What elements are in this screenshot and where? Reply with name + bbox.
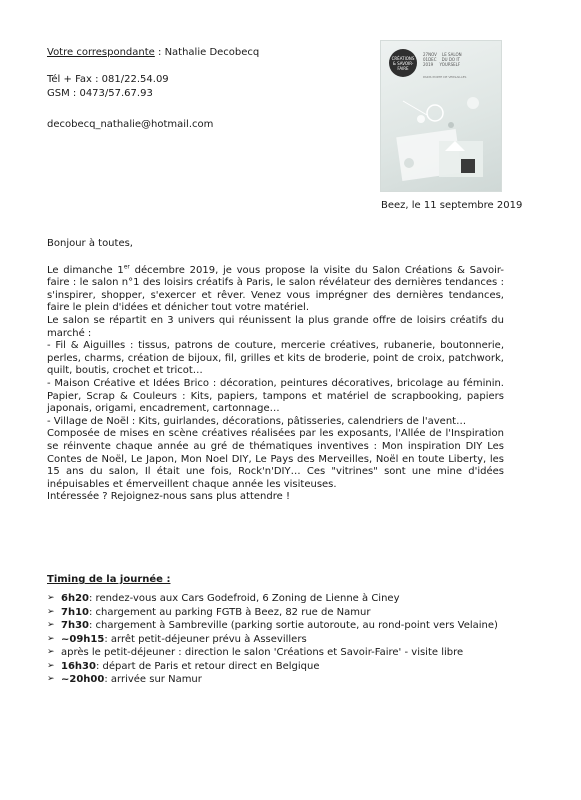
intro-text-rest: décembre 2019, je vous propose la visite du Salon Créations & Savoir-faire : le salon n°1 des loisirs créatifs à Paris, le salon révélateur des dernières tendances : s'inspirer, shopper, s'exercer et rêver. Venez vous imprégner des dernières tendances, faire le plein d'idées et dénicher tout votre matériel. xyxy=(47,264,504,314)
arrow-icon: ➢ xyxy=(47,633,55,644)
phone-fax: Tél + Fax : 081/22.54.09 xyxy=(47,74,169,85)
timing-time: 7h30 xyxy=(61,620,89,631)
correspondent-line xyxy=(47,46,259,59)
poster-subtitle: PARIS PORTE DE VERSAILLES xyxy=(423,75,467,79)
arrow-icon: ➢ xyxy=(47,647,55,657)
arrow-icon: ➢ xyxy=(47,606,55,617)
timing-item xyxy=(47,633,517,647)
timing-item xyxy=(47,660,517,674)
arrow-icon: ➢ xyxy=(47,620,55,630)
email-address: decobecq_nathalie@hotmail.com xyxy=(47,119,214,130)
timing-text: après le petit-déjeuner : direction le salon 'Créations et Savoir-Faire' - visite libre xyxy=(61,647,464,658)
allee-inspiration-paragraph: Composée de mises en scène créatives réalisées par les exposants, l'Allée de l'Inspiration se réinvente chaque année au gré de thématiques inventives : Mon inspiration DIY Les Contes de Noël, Le Japon, Mon Noel DIY, Le Pays des Merveilles, Noël en toute Liberty, les 15 ans du salon, Il était une fois, Rock'n'DIY… Ces "vitrines" sont une mine d'idées inépuisables et émerveillent chaque année les visiteuses. xyxy=(47,428,504,490)
salon-logo-text: CRÉATIONS & SAVOIR-FAIRE xyxy=(391,55,415,71)
letter-body xyxy=(47,238,504,504)
intro-text-start: Le dimanche 1 xyxy=(47,264,124,276)
univers-paragraph: Le salon se répartit en 3 univers qui réunissent la plus grande offre de loisirs créatifs du marché : xyxy=(47,314,504,339)
timing-item xyxy=(47,673,517,687)
timing-text: : arrêt petit-déjeuner prévu à Assevillers xyxy=(104,633,307,645)
timing-text: : chargement au parking FGTB à Beez, 82 rue de Namur xyxy=(89,606,371,618)
timing-list xyxy=(47,592,517,687)
timing-time: ~09h15 xyxy=(61,633,105,645)
correspondent-label: Votre correspondante xyxy=(47,47,155,58)
arrow-icon: ➢ xyxy=(47,674,55,684)
timing-item xyxy=(47,592,517,606)
timing-text: : rendez-vous aux Cars Godefroid, 6 Zoning de Lienne à Ciney xyxy=(89,593,400,604)
timing-title: Timing de la journée : xyxy=(47,574,171,585)
timing-text: : départ de Paris et retour direct en Belgique xyxy=(95,660,320,672)
timing-item xyxy=(47,646,517,660)
timing-time: 7h10 xyxy=(61,606,89,618)
intro-superscript: er xyxy=(123,263,130,271)
closing-line: Intéressée ? Rejoignez-nous sans plus attendre ! xyxy=(47,491,290,503)
timing-text: : arrivée sur Namur xyxy=(104,674,202,685)
correspondent-separator: : xyxy=(154,47,165,58)
place-date: Beez, le 11 septembre 2019 xyxy=(381,200,523,211)
timing-time: 6h20 xyxy=(61,593,89,604)
intro-paragraph xyxy=(47,265,504,315)
correspondent-name: Nathalie Decobecq xyxy=(164,47,260,58)
timing-item xyxy=(47,606,517,620)
poster-dates: 27NOV LE SALON 01DEC DU DO IT 2019 YOURSELF xyxy=(423,52,462,67)
greeting: Bonjour à toutes, xyxy=(47,238,133,249)
salon-poster-image xyxy=(380,40,502,192)
arrow-icon: ➢ xyxy=(47,593,55,603)
timing-item xyxy=(47,619,517,633)
fil-aiguilles-paragraph: - Fil & Aiguilles : tissus, patrons de couture, mercerie créatives, rubanerie, boutonnerie, perles, charms, création de bijoux, fil, grilles et kits de broderie, point de croix, patchwork, quilt, boutis, crochet et tricot… xyxy=(47,340,504,377)
village-noel-paragraph: - Village de Noël : Kits, guirlandes, décorations, pâtisseries, calendriers de l'avent… xyxy=(47,415,467,427)
timing-text: : chargement à Sambreville (parking sortie autoroute, au rond-point vers Velaine) xyxy=(89,620,498,631)
gsm-number: GSM : 0473/57.67.93 xyxy=(47,88,153,99)
maison-creative-paragraph: - Maison Créative et Idées Brico : décoration, peintures décoratives, bricolage au féminin. Papier, Scrap & Couleurs : Kits, papiers, tampons et matériel de scrapbooking, papiers japonais, origami, encadrement, cartonnage… xyxy=(47,377,504,415)
poster-illustration xyxy=(381,41,501,191)
timing-time: ~20h00 xyxy=(61,674,105,685)
arrow-icon: ➢ xyxy=(47,660,55,671)
timing-time: 16h30 xyxy=(61,660,96,672)
